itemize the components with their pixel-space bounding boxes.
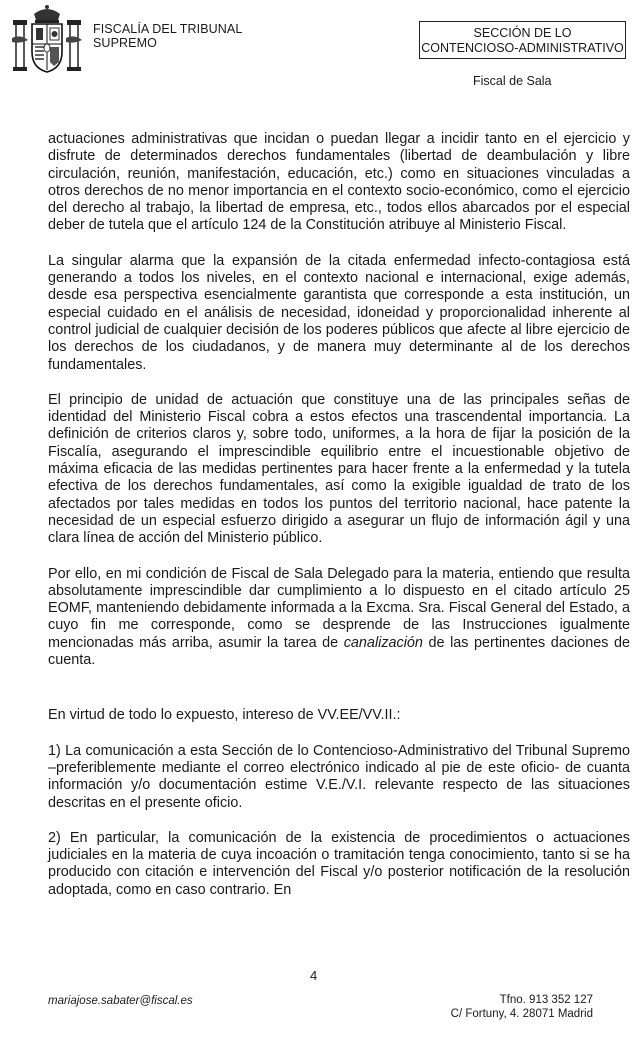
issuer-line-2: SUPREMO (93, 36, 157, 50)
paragraph-1: actuaciones administrativas que incidan o puedan llegar a incidir tanto en el ejercicio y disfrute de determinados derechos fundamentales (libertad de deambulación y libre circulación, reunión, manifestación, educación, etc.) como en situaciones vinculadas a otros derechos de no menor importancia en el contexto socio-económico, como el ejercicio del derecho al trabajo, la libertad de empresa, etc., todos ellos abarcados por el especial deber de tutela que el artículo 124 de la Constitución atribuye al Ministerio Fiscal. (48, 131, 630, 234)
paragraph-4 (48, 566, 630, 670)
issuer-name (93, 22, 242, 50)
paragraph-4-emphasis: canalización (343, 634, 423, 651)
paragraph-7: 2) En particular, la comunicación de la existencia de procedimientos o actuaciones judiciales en la materia de cuya incoación o tramitación tenga conocimiento, tanto si se ha producido con citación e intervención del Fiscal y/o posterior notificación de la resolución adoptada, como en caso contrario. En (48, 829, 630, 898)
page-number: 4 (310, 968, 318, 983)
paragraph-2: La singular alarma que la expansión de la citada enfermedad infecto-contagiosa está generando a todos los niveles, en el contexto nacional e internacional, exige además, desde esa perspectiva esencialmente garantista que corresponde a esta institución, un especial cuidado en el análisis de necesidad, idoneidad y proporcionalidad inherente al control judicial de cualquier decisión de los poderes públicos que afecte al libre ejercicio de los derechos de los ciudadanos, y de manera muy determinante al de los derechos fundamentales. (48, 252, 630, 373)
issuer-line-1: FISCALÍA DEL TRIBUNAL (93, 22, 243, 36)
footer-phone: Tfno. 913 352 127 (499, 994, 593, 1006)
section-line-1: SECCIÓN DE LO (473, 26, 572, 40)
subtitle: Fiscal de Sala (473, 74, 552, 88)
paragraph-3: El principio de unidad de actuación que constituye una de las principales señas de identidad del Ministerio Fiscal cobra a estos efectos una trascendental importancia. La definición de criterios claros y, sobre todo, uniformes, a la hora de fijar la posición de la Fiscalía, asegurando el imprescindible equilibrio entre el incuestionable objetivo de máxima eficacia de las medidas pertinentes para hacer frente a la enfermedad y la tutela efectiva de los derechos fundamentales, así como la exigible igualdad de trato de los afectados por tales medidas en todos los puntos del territorio nacional, hace patente la necesidad de un especial esfuerzo dirigido a asegurar un flujo de información ágil y una clara línea de acción del Ministerio público. (48, 391, 630, 547)
section-line-2: CONTENCIOSO-ADMINISTRATIVO (421, 41, 624, 55)
coat-of-arms-icon (8, 4, 86, 76)
footer-contact (451, 993, 593, 1021)
paragraph-5: En virtud de todo lo expuesto, intereso de VV.EE/VV.II.: (48, 707, 401, 724)
paragraph-6: 1) La comunicación a esta Sección de lo Contencioso-Administrativo del Tribunal Supremo –preferiblemente mediante el correo electrónico indicado al pie de este oficio- de cuanta información y/o documentación estime V.E./V.I. relevante respecto de las situaciones descritas en el presente oficio. (48, 742, 630, 811)
paragraph-4-main: Por ello, en mi condición de Fiscal de Sala Delegado para la materia, entiendo que resulta absolutamente imprescindible dar cumplimiento a lo dispuesto en el citado artículo 25 EOMF, manteniendo debidamente informada a la Excma. Sra. Fiscal General del Estado, a cuyo fin me corresponde, como se desprende de las Instrucciones igualmente mencionadas más arriba, asumir la tarea de (48, 565, 630, 651)
document-body (48, 131, 630, 899)
paragraph-4-tail: de las pertinentes daciones de cuenta. (48, 634, 630, 669)
footer-address: C/ Fortuny, 4. 28071 Madrid (450, 1008, 593, 1020)
footer-email[interactable]: mariajose.sabater@fiscal.es (48, 995, 193, 1007)
section-box (419, 21, 626, 59)
